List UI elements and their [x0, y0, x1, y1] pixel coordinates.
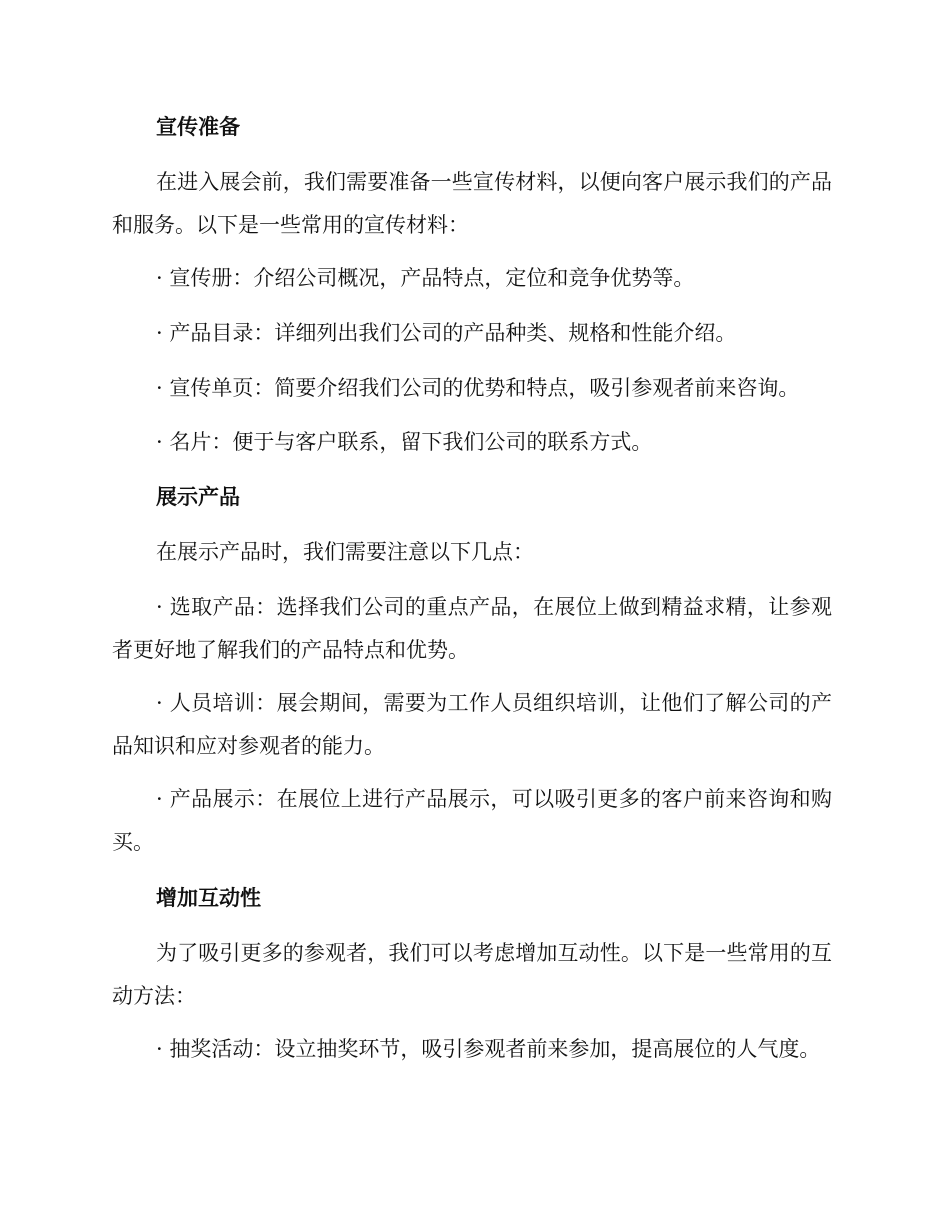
list-item: · 名片：便于与客户联系，留下我们公司的联系方式。	[156, 430, 653, 454]
section-heading-publicity-prep: 宣传准备	[156, 115, 240, 139]
section-intro-interactivity: 为了吸引更多的参观者，我们可以考虑增加互动性。以下是一些常用的互动方法：	[112, 941, 832, 1008]
list-item: · 人员培训：展会期间，需要为工作人员组织培训，让他们了解公司的产品知识和应对参观者的能力。	[112, 691, 832, 758]
list-item: · 宣传单页：简要介绍我们公司的优势和特点，吸引参观者前来咨询。	[156, 376, 800, 400]
list-item: · 选取产品：选择我们公司的重点产品，在展位上做到精益求精，让参观者更好地了解我们的产品特点和优势。	[112, 595, 832, 662]
section-intro-product-display: 在展示产品时，我们需要注意以下几点：	[156, 540, 534, 564]
list-item: · 产品目录：详细列出我们公司的产品种类、规格和性能介绍。	[156, 321, 737, 345]
list-item: · 抽奖活动：设立抽奖环节，吸引参观者前来参加，提高展位的人气度。	[156, 1037, 821, 1061]
section-heading-product-display: 展示产品	[156, 485, 240, 509]
section-heading-interactivity: 增加互动性	[156, 886, 261, 910]
list-item: · 产品展示：在展位上进行产品展示，可以吸引更多的客户前来咨询和购买。	[112, 787, 832, 854]
section-intro-publicity-prep: 在进入展会前，我们需要准备一些宣传材料，以便向客户展示我们的产品和服务。以下是一些常用的宣传材料：	[112, 170, 832, 237]
list-item: · 宣传册：介绍公司概况，产品特点，定位和竞争优势等。	[156, 266, 695, 290]
